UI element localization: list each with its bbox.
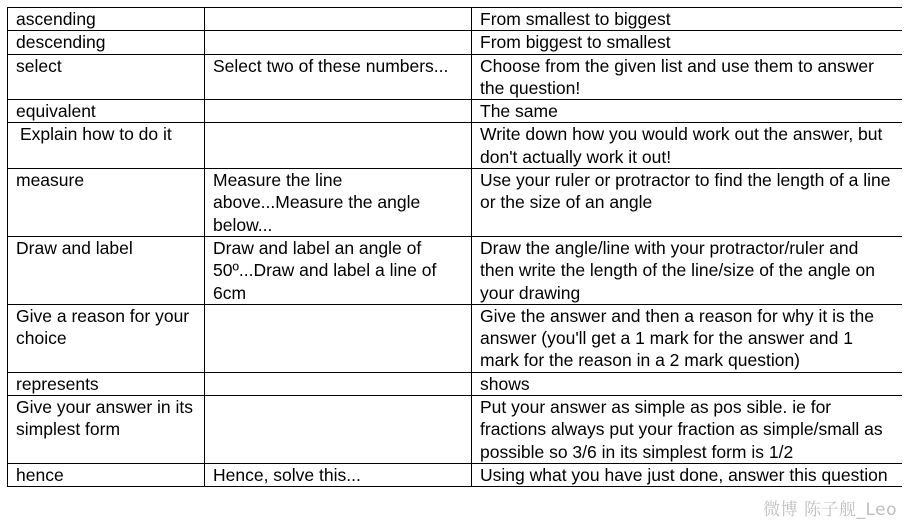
term-cell: descending (8, 31, 205, 54)
meaning-cell: Write down how you would work out the answer, but don't actually work it out! (472, 123, 903, 169)
table-row (8, 100, 903, 123)
example-cell (205, 396, 472, 464)
meaning-cell: From smallest to biggest (472, 8, 903, 31)
table-row (8, 304, 903, 372)
term-cell: ascending (8, 8, 205, 31)
term-cell: hence (8, 463, 205, 486)
watermark: 微博 陈子舰_Leo (763, 500, 897, 520)
term-cell: Explain how to do it (8, 123, 205, 169)
term-cell: equivalent (8, 100, 205, 123)
example-cell (205, 123, 472, 169)
term-cell: measure (8, 169, 205, 237)
example-cell (205, 304, 472, 372)
term-cell: select (8, 54, 205, 100)
meaning-cell: shows (472, 372, 903, 395)
term-cell: Give a reason for your choice (8, 304, 205, 372)
example-cell (205, 100, 472, 123)
example-cell: Draw and label an angle of 50º...Draw and label a line of 6cm (205, 236, 472, 304)
example-cell (205, 372, 472, 395)
meaning-cell: The same (472, 100, 903, 123)
table-row (8, 236, 903, 304)
example-cell: Hence, solve this... (205, 463, 472, 486)
table-row (8, 463, 903, 486)
example-cell (205, 31, 472, 54)
meaning-cell: Put your answer as simple as pos sible. ie for fractions always put your fraction as simple/small as possible so 3/6 in its simplest form is 1/2 (472, 396, 903, 464)
term-cell: Give your answer in its simplest form (8, 396, 205, 464)
vocabulary-table (7, 7, 902, 487)
table-row (8, 54, 903, 100)
document-page (7, 7, 902, 529)
table-row (8, 31, 903, 54)
table-row (8, 372, 903, 395)
table-row (8, 8, 903, 31)
meaning-cell: Draw the angle/line with your protractor/ruler and then write the length of the line/size of the angle on your drawing (472, 236, 903, 304)
meaning-cell: Using what you have just done, answer this question (472, 463, 903, 486)
meaning-cell: Choose from the given list and use them to answer the question! (472, 54, 903, 100)
meaning-cell: Give the answer and then a reason for why it is the answer (you'll get a 1 mark for the answer and 1 mark for the reason in a 2 mark question) (472, 304, 903, 372)
example-cell (205, 8, 472, 31)
table-row (8, 123, 903, 169)
term-cell: Draw and label (8, 236, 205, 304)
meaning-cell: From biggest to smallest (472, 31, 903, 54)
table-row (8, 169, 903, 237)
table-row (8, 396, 903, 464)
example-cell: Measure the line above...Measure the angle below... (205, 169, 472, 237)
example-cell: Select two of these numbers... (205, 54, 472, 100)
meaning-cell: Use your ruler or protractor to find the length of a line or the size of an angle (472, 169, 903, 237)
term-cell: represents (8, 372, 205, 395)
